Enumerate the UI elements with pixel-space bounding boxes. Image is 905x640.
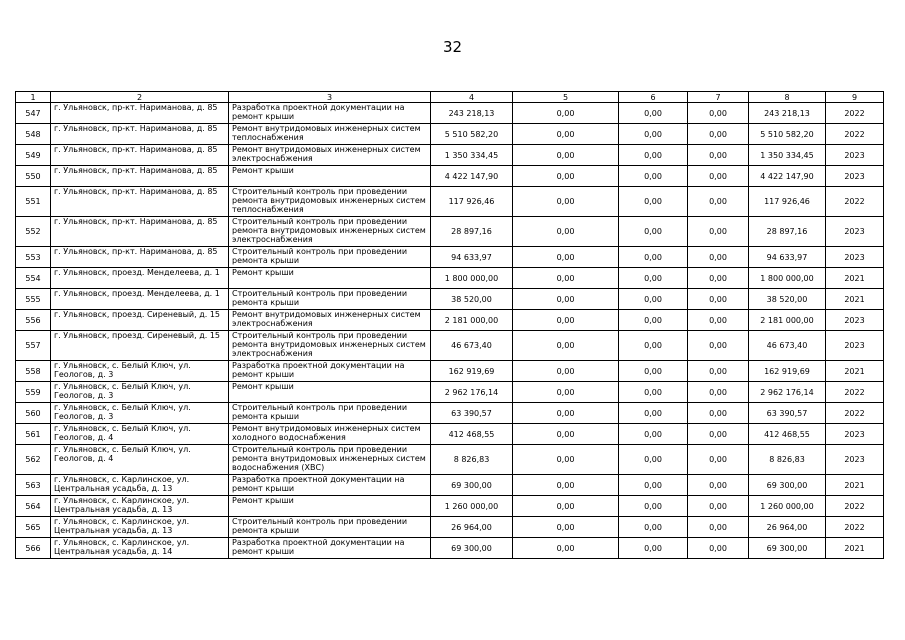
cost-col8-cell: 1 800 000,00 bbox=[749, 268, 826, 289]
address-cell: г. Ульяновск, пр-кт. Нариманова, д. 85 bbox=[51, 187, 229, 217]
cost-col7-cell: 0,00 bbox=[688, 247, 749, 268]
cost-col6-cell: 0,00 bbox=[619, 103, 688, 124]
year-cell: 2022 bbox=[826, 517, 884, 538]
cost-total-cell: 4 422 147,90 bbox=[431, 166, 513, 187]
header-cell: 6 bbox=[619, 92, 688, 103]
cost-col5-cell: 0,00 bbox=[513, 403, 619, 424]
work-type-cell: Разработка проектной документации на ремонт крыши bbox=[229, 538, 431, 559]
cost-col6-cell: 0,00 bbox=[619, 331, 688, 361]
address-cell: г. Ульяновск, с. Белый Ключ, ул. Геологов, д. 3 bbox=[51, 382, 229, 403]
cost-col5-cell: 0,00 bbox=[513, 361, 619, 382]
work-type-cell: Строительный контроль при проведении ремонта внутридомовых инженерных систем электроснабжения bbox=[229, 217, 431, 247]
row-number-cell: 562 bbox=[16, 445, 51, 475]
page-number: 32 bbox=[442, 38, 463, 56]
cost-col7-cell: 0,00 bbox=[688, 103, 749, 124]
row-number-cell: 553 bbox=[16, 247, 51, 268]
cost-col8-cell: 243 218,13 bbox=[749, 103, 826, 124]
table-row bbox=[16, 331, 884, 361]
row-number-cell: 554 bbox=[16, 268, 51, 289]
cost-col7-cell: 0,00 bbox=[688, 382, 749, 403]
year-cell: 2021 bbox=[826, 361, 884, 382]
cost-col7-cell: 0,00 bbox=[688, 310, 749, 331]
year-cell: 2021 bbox=[826, 289, 884, 310]
header-cell: 1 bbox=[16, 92, 51, 103]
cost-total-cell: 8 826,83 bbox=[431, 445, 513, 475]
cost-col8-cell: 63 390,57 bbox=[749, 403, 826, 424]
address-cell: г. Ульяновск, с. Белый Ключ, ул. Геологов, д. 4 bbox=[51, 445, 229, 475]
cost-col7-cell: 0,00 bbox=[688, 538, 749, 559]
cost-col8-cell: 1 260 000,00 bbox=[749, 496, 826, 517]
cost-col6-cell: 0,00 bbox=[619, 289, 688, 310]
address-cell: г. Ульяновск, проезд. Сиреневый, д. 15 bbox=[51, 331, 229, 361]
cost-col7-cell: 0,00 bbox=[688, 124, 749, 145]
cost-col8-cell: 94 633,97 bbox=[749, 247, 826, 268]
work-type-cell: Ремонт внутридомовых инженерных систем теплоснабжения bbox=[229, 124, 431, 145]
cost-col8-cell: 8 826,83 bbox=[749, 445, 826, 475]
cost-col6-cell: 0,00 bbox=[619, 475, 688, 496]
year-cell: 2022 bbox=[826, 382, 884, 403]
address-cell: г. Ульяновск, с. Белый Ключ, ул. Геологов, д. 4 bbox=[51, 424, 229, 445]
cost-col7-cell: 0,00 bbox=[688, 496, 749, 517]
cost-col6-cell: 0,00 bbox=[619, 310, 688, 331]
cost-total-cell: 162 919,69 bbox=[431, 361, 513, 382]
cost-total-cell: 117 926,46 bbox=[431, 187, 513, 217]
table-row bbox=[16, 403, 884, 424]
work-type-cell: Ремонт крыши bbox=[229, 166, 431, 187]
cost-col5-cell: 0,00 bbox=[513, 268, 619, 289]
row-number-cell: 564 bbox=[16, 496, 51, 517]
year-cell: 2022 bbox=[826, 124, 884, 145]
header-row bbox=[16, 92, 884, 103]
table-row bbox=[16, 217, 884, 247]
header-cell: 2 bbox=[51, 92, 229, 103]
cost-col5-cell: 0,00 bbox=[513, 289, 619, 310]
table-row bbox=[16, 424, 884, 445]
row-number-cell: 563 bbox=[16, 475, 51, 496]
cost-col7-cell: 0,00 bbox=[688, 475, 749, 496]
year-cell: 2021 bbox=[826, 475, 884, 496]
cost-col8-cell: 4 422 147,90 bbox=[749, 166, 826, 187]
year-cell: 2022 bbox=[826, 187, 884, 217]
address-cell: г. Ульяновск, проезд. Менделеева, д. 1 bbox=[51, 289, 229, 310]
cost-total-cell: 94 633,97 bbox=[431, 247, 513, 268]
year-cell: 2021 bbox=[826, 268, 884, 289]
cost-col7-cell: 0,00 bbox=[688, 166, 749, 187]
address-cell: г. Ульяновск, пр-кт. Нариманова, д. 85 bbox=[51, 145, 229, 166]
cost-col7-cell: 0,00 bbox=[688, 517, 749, 538]
table-row bbox=[16, 124, 884, 145]
address-cell: г. Ульяновск, пр-кт. Нариманова, д. 85 bbox=[51, 217, 229, 247]
cost-col8-cell: 38 520,00 bbox=[749, 289, 826, 310]
work-type-cell: Строительный контроль при проведении ремонта внутридомовых инженерных систем теплоснабжения bbox=[229, 187, 431, 217]
address-cell: г. Ульяновск, пр-кт. Нариманова, д. 85 bbox=[51, 166, 229, 187]
cost-col8-cell: 46 673,40 bbox=[749, 331, 826, 361]
cost-total-cell: 63 390,57 bbox=[431, 403, 513, 424]
cost-col8-cell: 117 926,46 bbox=[749, 187, 826, 217]
cost-col8-cell: 2 962 176,14 bbox=[749, 382, 826, 403]
cost-col6-cell: 0,00 bbox=[619, 187, 688, 217]
cost-total-cell: 38 520,00 bbox=[431, 289, 513, 310]
address-cell: г. Ульяновск, пр-кт. Нариманова, д. 85 bbox=[51, 103, 229, 124]
cost-col8-cell: 69 300,00 bbox=[749, 538, 826, 559]
cost-col7-cell: 0,00 bbox=[688, 445, 749, 475]
row-number-cell: 558 bbox=[16, 361, 51, 382]
work-type-cell: Ремонт крыши bbox=[229, 382, 431, 403]
table-row bbox=[16, 187, 884, 217]
cost-total-cell: 2 181 000,00 bbox=[431, 310, 513, 331]
cost-col6-cell: 0,00 bbox=[619, 538, 688, 559]
cost-col5-cell: 0,00 bbox=[513, 187, 619, 217]
work-type-cell: Строительный контроль при проведении ремонта крыши bbox=[229, 289, 431, 310]
work-type-cell: Строительный контроль при проведении ремонта крыши bbox=[229, 517, 431, 538]
cost-col5-cell: 0,00 bbox=[513, 145, 619, 166]
work-type-cell: Разработка проектной документации на ремонт крыши bbox=[229, 475, 431, 496]
table-header bbox=[16, 92, 884, 103]
cost-col6-cell: 0,00 bbox=[619, 268, 688, 289]
cost-col5-cell: 0,00 bbox=[513, 331, 619, 361]
row-number-cell: 555 bbox=[16, 289, 51, 310]
cost-col5-cell: 0,00 bbox=[513, 310, 619, 331]
table-row bbox=[16, 382, 884, 403]
row-number-cell: 561 bbox=[16, 424, 51, 445]
cost-col7-cell: 0,00 bbox=[688, 361, 749, 382]
cost-col8-cell: 28 897,16 bbox=[749, 217, 826, 247]
table-row bbox=[16, 445, 884, 475]
table-row bbox=[16, 268, 884, 289]
capital-repair-table bbox=[15, 91, 884, 559]
address-cell: г. Ульяновск, проезд. Сиреневый, д. 15 bbox=[51, 310, 229, 331]
year-cell: 2022 bbox=[826, 103, 884, 124]
year-cell: 2023 bbox=[826, 424, 884, 445]
row-number-cell: 550 bbox=[16, 166, 51, 187]
cost-total-cell: 26 964,00 bbox=[431, 517, 513, 538]
table-row bbox=[16, 310, 884, 331]
year-cell: 2023 bbox=[826, 247, 884, 268]
work-type-cell: Ремонт внутридомовых инженерных систем электроснабжения bbox=[229, 310, 431, 331]
address-cell: г. Ульяновск, пр-кт. Нариманова, д. 85 bbox=[51, 124, 229, 145]
table-row bbox=[16, 517, 884, 538]
row-number-cell: 560 bbox=[16, 403, 51, 424]
row-number-cell: 557 bbox=[16, 331, 51, 361]
cost-col8-cell: 26 964,00 bbox=[749, 517, 826, 538]
work-type-cell: Ремонт крыши bbox=[229, 268, 431, 289]
cost-col7-cell: 0,00 bbox=[688, 403, 749, 424]
cost-col6-cell: 0,00 bbox=[619, 517, 688, 538]
row-number-cell: 552 bbox=[16, 217, 51, 247]
year-cell: 2023 bbox=[826, 217, 884, 247]
cost-total-cell: 28 897,16 bbox=[431, 217, 513, 247]
row-number-cell: 566 bbox=[16, 538, 51, 559]
cost-col5-cell: 0,00 bbox=[513, 247, 619, 268]
cost-col5-cell: 0,00 bbox=[513, 424, 619, 445]
address-cell: г. Ульяновск, с. Белый Ключ, ул. Геологов, д. 3 bbox=[51, 403, 229, 424]
cost-col5-cell: 0,00 bbox=[513, 496, 619, 517]
year-cell: 2023 bbox=[826, 166, 884, 187]
cost-col6-cell: 0,00 bbox=[619, 166, 688, 187]
table-row bbox=[16, 361, 884, 382]
year-cell: 2021 bbox=[826, 538, 884, 559]
year-cell: 2022 bbox=[826, 496, 884, 517]
cost-col5-cell: 0,00 bbox=[513, 475, 619, 496]
table-row bbox=[16, 496, 884, 517]
cost-col6-cell: 0,00 bbox=[619, 382, 688, 403]
cost-total-cell: 2 962 176,14 bbox=[431, 382, 513, 403]
cost-total-cell: 1 350 334,45 bbox=[431, 145, 513, 166]
year-cell: 2023 bbox=[826, 445, 884, 475]
work-type-cell: Разработка проектной документации на ремонт крыши bbox=[229, 103, 431, 124]
address-cell: г. Ульяновск, проезд. Менделеева, д. 1 bbox=[51, 268, 229, 289]
cost-col7-cell: 0,00 bbox=[688, 145, 749, 166]
row-number-cell: 549 bbox=[16, 145, 51, 166]
work-type-cell: Строительный контроль при проведении ремонта крыши bbox=[229, 247, 431, 268]
address-cell: г. Ульяновск, с. Карлинское, ул. Центральная усадьба, д. 13 bbox=[51, 517, 229, 538]
address-cell: г. Ульяновск, с. Карлинское, ул. Центральная усадьба, д. 13 bbox=[51, 496, 229, 517]
cost-total-cell: 69 300,00 bbox=[431, 475, 513, 496]
work-type-cell: Разработка проектной документации на ремонт крыши bbox=[229, 361, 431, 382]
row-number-cell: 548 bbox=[16, 124, 51, 145]
cost-col8-cell: 162 919,69 bbox=[749, 361, 826, 382]
address-cell: г. Ульяновск, с. Белый Ключ, ул. Геологов, д. 3 bbox=[51, 361, 229, 382]
cost-total-cell: 5 510 582,20 bbox=[431, 124, 513, 145]
header-cell: 4 bbox=[431, 92, 513, 103]
header-cell: 9 bbox=[826, 92, 884, 103]
table-row bbox=[16, 103, 884, 124]
work-type-cell: Ремонт внутридомовых инженерных систем холодного водоснабжения bbox=[229, 424, 431, 445]
cost-col7-cell: 0,00 bbox=[688, 289, 749, 310]
year-cell: 2023 bbox=[826, 310, 884, 331]
address-cell: г. Ульяновск, пр-кт. Нариманова, д. 85 bbox=[51, 247, 229, 268]
cost-col8-cell: 412 468,55 bbox=[749, 424, 826, 445]
work-type-cell: Ремонт крыши bbox=[229, 496, 431, 517]
cost-col7-cell: 0,00 bbox=[688, 331, 749, 361]
address-cell: г. Ульяновск, с. Карлинское, ул. Центральная усадьба, д. 13 bbox=[51, 475, 229, 496]
cost-col5-cell: 0,00 bbox=[513, 124, 619, 145]
cost-total-cell: 46 673,40 bbox=[431, 331, 513, 361]
cost-col7-cell: 0,00 bbox=[688, 187, 749, 217]
cost-col6-cell: 0,00 bbox=[619, 445, 688, 475]
cost-col6-cell: 0,00 bbox=[619, 124, 688, 145]
cost-col6-cell: 0,00 bbox=[619, 145, 688, 166]
work-type-cell: Ремонт внутридомовых инженерных систем электроснабжения bbox=[229, 145, 431, 166]
table-row bbox=[16, 538, 884, 559]
cost-col6-cell: 0,00 bbox=[619, 361, 688, 382]
cost-col5-cell: 0,00 bbox=[513, 517, 619, 538]
row-number-cell: 547 bbox=[16, 103, 51, 124]
work-type-cell: Строительный контроль при проведении ремонта крыши bbox=[229, 403, 431, 424]
cost-col6-cell: 0,00 bbox=[619, 247, 688, 268]
cost-col8-cell: 2 181 000,00 bbox=[749, 310, 826, 331]
row-number-cell: 556 bbox=[16, 310, 51, 331]
cost-total-cell: 243 218,13 bbox=[431, 103, 513, 124]
year-cell: 2023 bbox=[826, 145, 884, 166]
cost-col8-cell: 69 300,00 bbox=[749, 475, 826, 496]
header-cell: 5 bbox=[513, 92, 619, 103]
work-type-cell: Строительный контроль при проведении ремонта внутридомовых инженерных систем электроснабжения bbox=[229, 331, 431, 361]
cost-col6-cell: 0,00 bbox=[619, 496, 688, 517]
row-number-cell: 559 bbox=[16, 382, 51, 403]
cost-col5-cell: 0,00 bbox=[513, 538, 619, 559]
address-cell: г. Ульяновск, с. Карлинское, ул. Центральная усадьба, д. 14 bbox=[51, 538, 229, 559]
cost-col7-cell: 0,00 bbox=[688, 217, 749, 247]
table-row bbox=[16, 145, 884, 166]
cost-col5-cell: 0,00 bbox=[513, 382, 619, 403]
year-cell: 2022 bbox=[826, 403, 884, 424]
header-cell: 7 bbox=[688, 92, 749, 103]
cost-col5-cell: 0,00 bbox=[513, 217, 619, 247]
cost-col6-cell: 0,00 bbox=[619, 424, 688, 445]
cost-col8-cell: 1 350 334,45 bbox=[749, 145, 826, 166]
cost-col5-cell: 0,00 bbox=[513, 103, 619, 124]
header-cell: 3 bbox=[229, 92, 431, 103]
table-row bbox=[16, 166, 884, 187]
cost-col5-cell: 0,00 bbox=[513, 445, 619, 475]
cost-col6-cell: 0,00 bbox=[619, 217, 688, 247]
cost-total-cell: 1 260 000,00 bbox=[431, 496, 513, 517]
cost-total-cell: 69 300,00 bbox=[431, 538, 513, 559]
cost-total-cell: 1 800 000,00 bbox=[431, 268, 513, 289]
header-cell: 8 bbox=[749, 92, 826, 103]
cost-col8-cell: 5 510 582,20 bbox=[749, 124, 826, 145]
cost-total-cell: 412 468,55 bbox=[431, 424, 513, 445]
row-number-cell: 565 bbox=[16, 517, 51, 538]
year-cell: 2023 bbox=[826, 331, 884, 361]
cost-col7-cell: 0,00 bbox=[688, 424, 749, 445]
row-number-cell: 551 bbox=[16, 187, 51, 217]
work-type-cell: Строительный контроль при проведении ремонта внутридомовых инженерных систем водоснабжения (ХВС) bbox=[229, 445, 431, 475]
cost-col7-cell: 0,00 bbox=[688, 268, 749, 289]
table-body bbox=[16, 103, 884, 559]
table-row bbox=[16, 475, 884, 496]
table-row bbox=[16, 247, 884, 268]
cost-col6-cell: 0,00 bbox=[619, 403, 688, 424]
cost-col5-cell: 0,00 bbox=[513, 166, 619, 187]
table-row bbox=[16, 289, 884, 310]
